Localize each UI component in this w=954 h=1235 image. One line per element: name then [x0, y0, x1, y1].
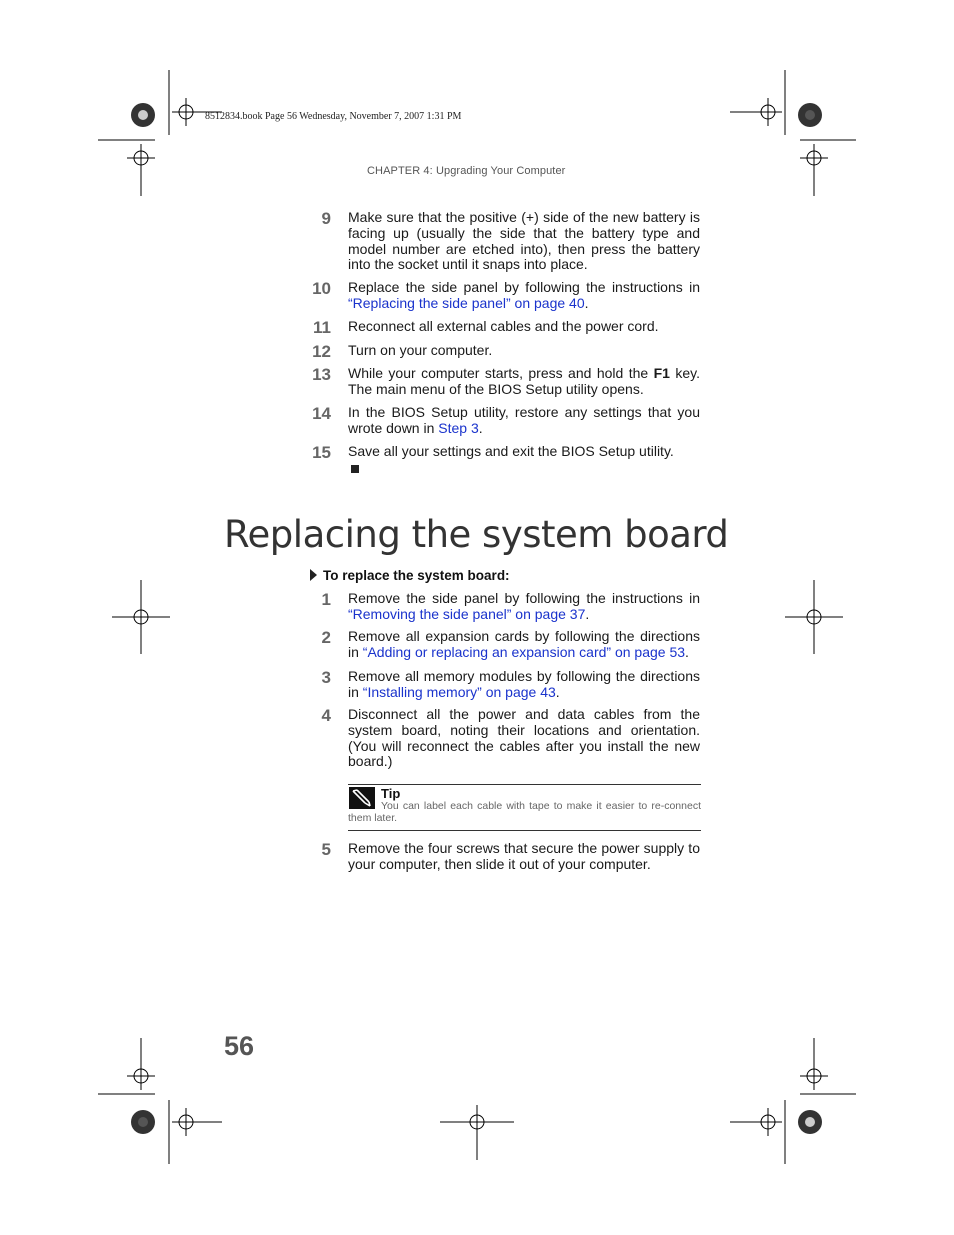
step-text-segment: Remove all memory modules by following the directions in — [348, 668, 700, 700]
step-text-segment: Make sure that the positive (+) side of the new battery is facing up (usually the side that the battery type and model number are etched into), then press the battery into the socket until it snaps into place. — [348, 209, 700, 273]
step-number: 15 — [312, 443, 331, 462]
step-text-segment: . — [584, 294, 589, 311]
step-text-segment: Remove the four screws that secure the power supply to your computer, then slide it out of your computer. — [348, 840, 700, 872]
step-text — [348, 707, 700, 770]
step-text — [348, 629, 700, 661]
step-text-segment: . — [585, 605, 590, 622]
step-text — [348, 841, 700, 873]
step-text-segment: Remove the side panel by following the instructions in — [348, 590, 700, 606]
step-text-segment: . — [555, 683, 560, 700]
step-text-segment: Reconnect all external cables and the power cord. — [348, 318, 659, 334]
step-text-segment: Remove all expansion cards by following the directions in — [348, 628, 700, 660]
step-number: 3 — [321, 668, 331, 687]
step-text-segment: Replace the side panel by following the instructions in — [348, 279, 700, 295]
step-text-segment: Turn on your computer. — [348, 342, 493, 358]
key-name: F1 — [653, 365, 670, 381]
step-text-segment: Disconnect all the power and data cables from the system board, noting their locations and orientation. (You will reconnect the cables after you install the new board.) — [348, 706, 700, 770]
step-text — [348, 591, 700, 623]
step-number: 11 — [313, 318, 331, 337]
step-text — [348, 405, 700, 437]
step-text-segment: Save all your settings and exit the BIOS Setup utility. — [348, 443, 674, 459]
step-text — [348, 366, 700, 398]
tip-box — [348, 784, 701, 831]
section-title: Replacing the system board — [224, 513, 729, 556]
step-number: 12 — [312, 342, 331, 361]
tip-text: You can label each cable with tape to make it easier to re-connect them later. — [348, 800, 701, 824]
procedure-heading — [310, 568, 510, 583]
cross-reference-link[interactable]: “Replacing the side panel” on page 40 — [348, 294, 585, 311]
step-number: 5 — [321, 840, 331, 859]
cross-reference-link[interactable]: “Removing the side panel” on page 37 — [348, 605, 586, 622]
triangle-bullet-icon — [310, 569, 317, 581]
slug-line: 8512834.book Page 56 Wednesday, November 7, 2007 1:31 PM — [205, 111, 462, 122]
step-number: 14 — [312, 404, 331, 423]
running-header: CHAPTER 4: Upgrading Your Computer — [367, 165, 566, 177]
step-number: 1 — [321, 590, 331, 609]
procedure-heading-text: To replace the system board: — [323, 568, 510, 583]
step-text — [348, 669, 700, 701]
step-text-segment: key. The main menu of the BIOS Setup utility opens. — [348, 365, 700, 397]
tip-title: Tip — [381, 786, 401, 801]
cross-reference-link[interactable]: “Adding or replacing an expansion card” on page 53 — [362, 643, 686, 660]
step-number: 9 — [321, 209, 331, 228]
end-square-icon — [351, 465, 359, 473]
step-text-segment: . — [478, 419, 483, 436]
cross-reference-link[interactable]: Step 3 — [438, 419, 479, 436]
step-text-segment: In the BIOS Setup utility, restore any settings that you wrote down in — [348, 404, 700, 436]
step-text-segment: While your computer starts, press and hold the — [348, 365, 654, 381]
step-text — [348, 319, 700, 335]
step-text — [348, 343, 700, 359]
step-number: 4 — [321, 706, 331, 725]
step-text-segment: . — [685, 643, 689, 660]
step-text — [348, 280, 700, 312]
step-number: 10 — [312, 279, 331, 298]
step-text — [348, 444, 700, 460]
step-number: 13 — [312, 365, 331, 384]
cross-reference-link[interactable]: “Installing memory” on page 43 — [362, 683, 556, 700]
step-text — [348, 210, 700, 273]
step-number: 2 — [321, 628, 331, 647]
page-number: 56 — [224, 1031, 255, 1061]
